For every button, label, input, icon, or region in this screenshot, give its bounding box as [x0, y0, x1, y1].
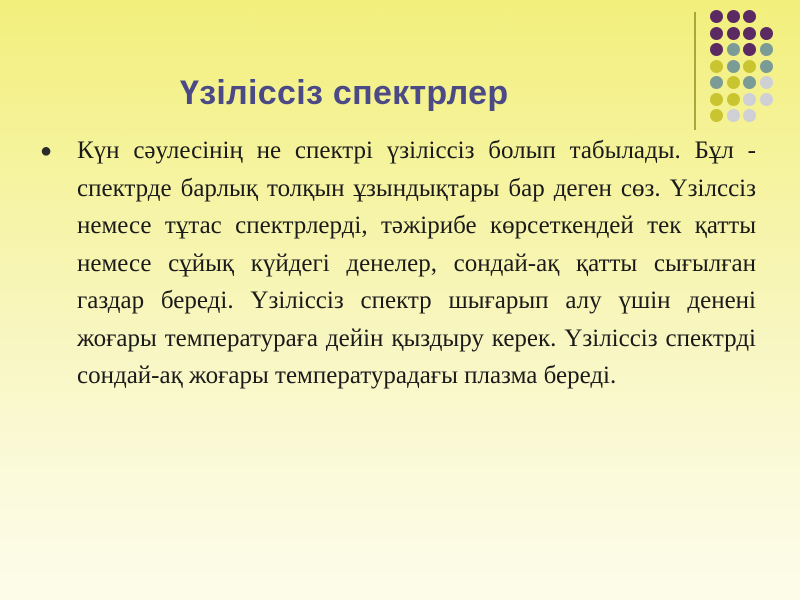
decorative-dot	[710, 76, 723, 89]
decorative-dot	[743, 76, 756, 89]
decorative-dot-grid	[706, 10, 800, 130]
decorative-dot	[760, 43, 773, 56]
decorative-dot	[727, 60, 740, 73]
decorative-dot	[743, 60, 756, 73]
decorative-dot	[760, 27, 773, 40]
decorative-dot	[743, 93, 756, 106]
slide-title: Үзіліссіз спектрлер	[180, 74, 509, 112]
decorative-dot	[760, 60, 773, 73]
decorative-vertical-line	[694, 12, 696, 130]
decorative-dot	[710, 93, 723, 106]
decorative-dot	[743, 43, 756, 56]
bullet-item	[40, 132, 756, 395]
slide-body	[40, 132, 756, 395]
decorative-dot	[727, 76, 740, 89]
decorative-dot	[727, 10, 740, 23]
bullet-text: Күн сәулесінің не спектрі үзіліссіз болып табылады. Бұл - спектрде барлық толқын ұзындықтары бар деген сөз. Үзілссіз немесе тұтас спектрлерді, тәжірибе көрсеткендей тек қатты немесе сұйық күйдегі денелер, сондай-ақ қатты сығылған газдар береді. Үзіліссіз спектр шығарып алу үшін денені жоғары температураға дейін қыздыру керек. Үзіліссіз спектрді сондай-ақ жоғары температурадағы плазма береді.	[77, 137, 756, 389]
decorative-dot	[727, 93, 740, 106]
decorative-dot	[710, 43, 723, 56]
decorative-dot	[710, 60, 723, 73]
bullet-icon: ●	[40, 140, 53, 162]
decorative-dot	[743, 109, 756, 122]
decorative-dot	[743, 27, 756, 40]
decorative-dot	[760, 76, 773, 89]
decorative-dot	[727, 27, 740, 40]
decorative-dot	[710, 109, 723, 122]
decorative-dot	[727, 43, 740, 56]
decorative-dot	[727, 109, 740, 122]
decorative-dot	[760, 93, 773, 106]
decorative-dot	[743, 10, 756, 23]
decorative-dot	[710, 10, 723, 23]
decorative-dot	[710, 27, 723, 40]
